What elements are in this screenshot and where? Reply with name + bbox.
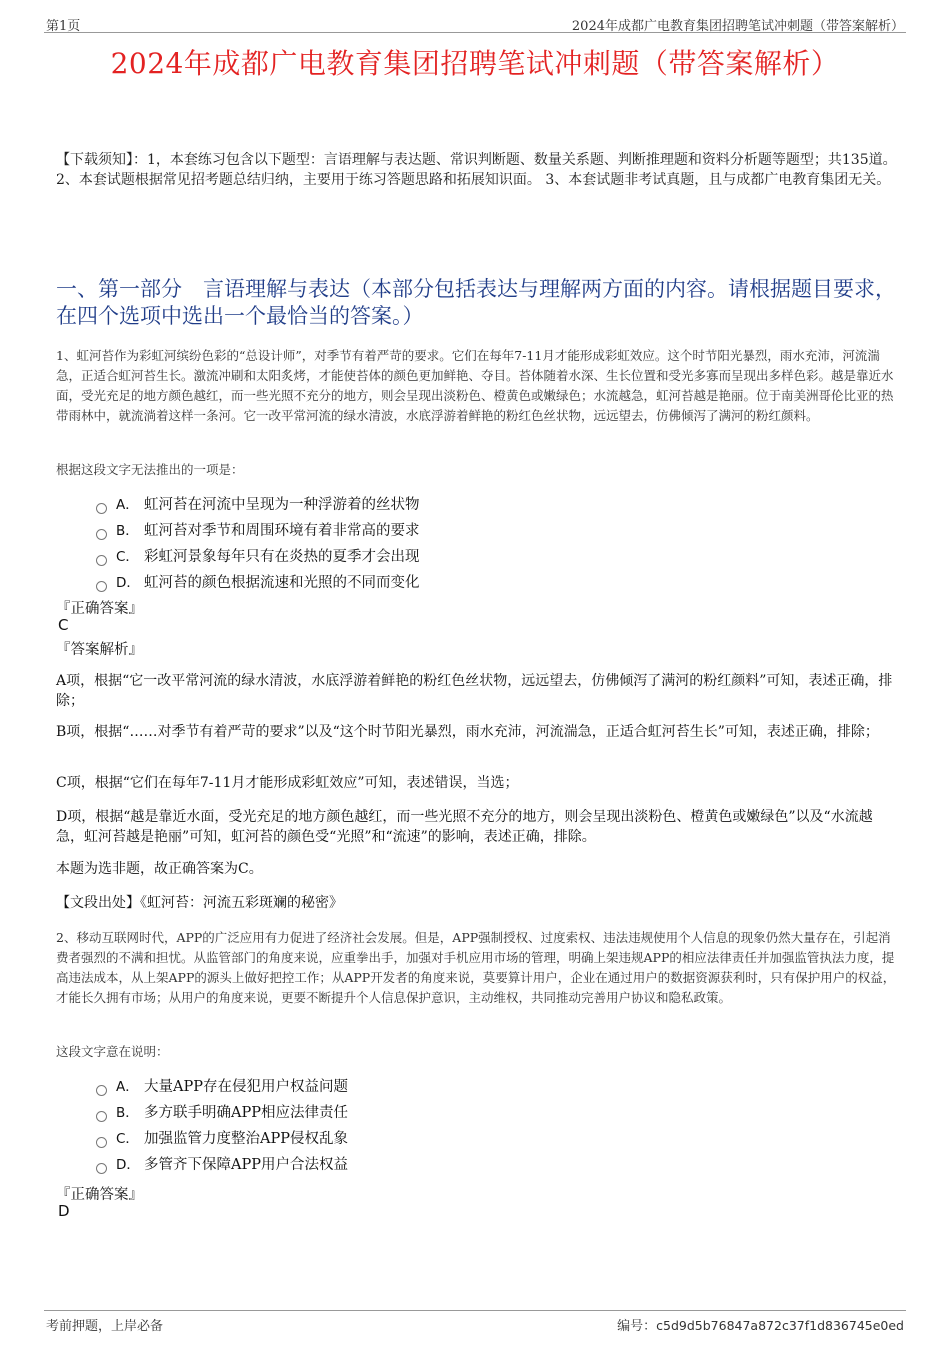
question-2-stem: 2、移动互联网时代，APP的广泛应用有力促进了经济社会发展。但是，APP强制授权、过度索权、违法违规使用个人信息的现象仍然大量存在，引起消费者强烈的不满和担忧。从监管部门的角度来说，应重拳出手，加强对手机应用市场的管理，明确上架违规APP的相应法律责任并加强监管执法力度，提高违法成本，从上架APP的源头上做好把控工作；从APP开发者的角度来说，莫要算计用户，企业在通过用户的数据资源获利时，只有保护用户的权益，才能长久拥有市场；从用户的角度来说，更要不断提升个人信息保护意识，主动维权，共同推动完善用户协议和隐私政策。 [56, 930, 896, 1005]
page-footer [44, 1310, 906, 1335]
question-1-prompt: 根据这段文字无法推出的一项是： [56, 462, 244, 477]
radio-icon[interactable] [96, 529, 107, 540]
footer-code-label: 编号： [617, 1319, 657, 1334]
question-1-options [96, 492, 890, 596]
question-2-answer: D [58, 1202, 70, 1220]
radio-icon[interactable] [96, 581, 107, 592]
question-1-answer-label: 『正确答案』 [56, 601, 143, 617]
radio-icon[interactable] [96, 503, 107, 514]
question-2-option-c[interactable]: C． 加强监管力度整治APP侵权乱象 [96, 1126, 890, 1152]
question-1-option-a[interactable]: A． 虹河苔在河流中呈现为一种浮游着的丝状物 [96, 492, 890, 518]
question-1-conclusion: 本题为选非题，故正确答案为C。 [56, 861, 263, 877]
question-1-analysis-b: B项，根据“……对季节有着严苛的要求”以及“这个时节阳光暴烈，雨水充沛，河流湍急，正适合虹河苔生长”可知，表述正确，排除； [56, 724, 879, 740]
page-header [44, 12, 906, 33]
section-title: 一、第一部分 言语理解与表达（本部分包括表达与理解两方面的内容。请根据题目要求，在四个选项中选出一个最恰当的答案。） [56, 277, 896, 328]
radio-icon[interactable] [96, 1137, 107, 1148]
header-doc-title: 2024年成都广电教育集团招聘笔试冲刺题（带答案解析） [571, 19, 904, 34]
question-2-prompt: 这段文字意在说明： [56, 1044, 169, 1059]
question-2-option-d[interactable]: D． 多管齐下保障APP用户合法权益 [96, 1152, 890, 1178]
question-2-option-b[interactable]: B． 多方联手明确APP相应法律责任 [96, 1100, 890, 1126]
radio-icon[interactable] [96, 1111, 107, 1122]
question-2-option-a[interactable]: A． 大量APP存在侵犯用户权益问题 [96, 1074, 890, 1100]
document-title: 2024年成都广电教育集团招聘笔试冲刺题（带答案解析） [110, 47, 840, 80]
question-1-source: 【文段出处】《虹河苔：河流五彩斑斓的秘密》 [56, 895, 343, 911]
radio-icon[interactable] [96, 555, 107, 566]
radio-icon[interactable] [96, 1085, 107, 1096]
question-1-analysis-a: A项，根据“它一改平常河流的绿水清波，水底浮游着鲜艳的粉红色丝状物，远远望去，仿佛倾泻了满河的粉红颜料”可知，表述正确，排除； [56, 673, 893, 709]
question-2-answer-label: 『正确答案』 [56, 1187, 143, 1203]
question-1-answer: C [58, 616, 69, 634]
page-number: 第1页 [46, 19, 81, 34]
radio-icon[interactable] [96, 1163, 107, 1174]
question-1-option-b[interactable]: B． 虹河苔对季节和周围环境有着非常高的要求 [96, 518, 890, 544]
question-1-analysis-label: 『答案解析』 [56, 642, 143, 658]
question-1-option-d[interactable]: D． 虹河苔的颜色根据流速和光照的不同而变化 [96, 570, 890, 596]
question-1-stem: 1、虹河苔作为彩虹河缤纷色彩的“总设计师”，对季节有着严苛的要求。它们在每年7-11月才能形成彩虹效应。这个时节阳光暴烈，雨水充沛，河流湍急，正适合虹河苔生长。激流冲刷和太阳炙烤，才能使苔体的颜色更加鲜艳、夺目。苔体随着水深、生长位置和受光多寡而呈现出多样色彩。越是靠近水面，受光充足的地方颜色越红，而一些光照不充分的地方，则会呈现出淡粉色、橙黄色或嫩绿色；水流越急，虹河苔越是艳丽。位于南美洲哥伦比亚的热带雨林中，就流淌着这样一条河。它一改平常河流的绿水清波，水底浮游着鲜艳的粉红色丝状物，远远望去，仿佛倾泻了满河的粉红颜料。 [56, 348, 894, 423]
footer-slogan: 考前押题，上岸必备 [46, 1319, 164, 1334]
footer-code-value: c5d9d5b76847a872c37f1d836745e0ed [656, 1318, 904, 1333]
footer-code [617, 1315, 904, 1334]
question-1-analysis-c: C项，根据“它们在每年7-11月才能形成彩虹效应”可知，表述错误，当选； [56, 775, 519, 791]
download-notice: 【下载须知】：1，本套练习包含以下题型：言语理解与表达题、常识判断题、数量关系题、判断推理题和资料分析题等题型；共135道。 2、本套试题根据常见招考题总结归纳，主要用于练习答题思路和拓展知识面。 3、本套试题非考试真题，且与成都广电教育集团无关。 [56, 152, 897, 188]
question-1-analysis-d: D项，根据“越是靠近水面，受光充足的地方颜色越红，而一些光照不充分的地方，则会呈现出淡粉色、橙黄色或嫩绿色”以及“水流越急，虹河苔越是艳丽”可知，虹河苔的颜色受“光照”和“流速”的影响，表述正确，排除。 [56, 809, 873, 845]
question-2-options [96, 1074, 890, 1178]
question-1-option-c[interactable]: C． 彩虹河景象每年只有在炎热的夏季才会出现 [96, 544, 890, 570]
